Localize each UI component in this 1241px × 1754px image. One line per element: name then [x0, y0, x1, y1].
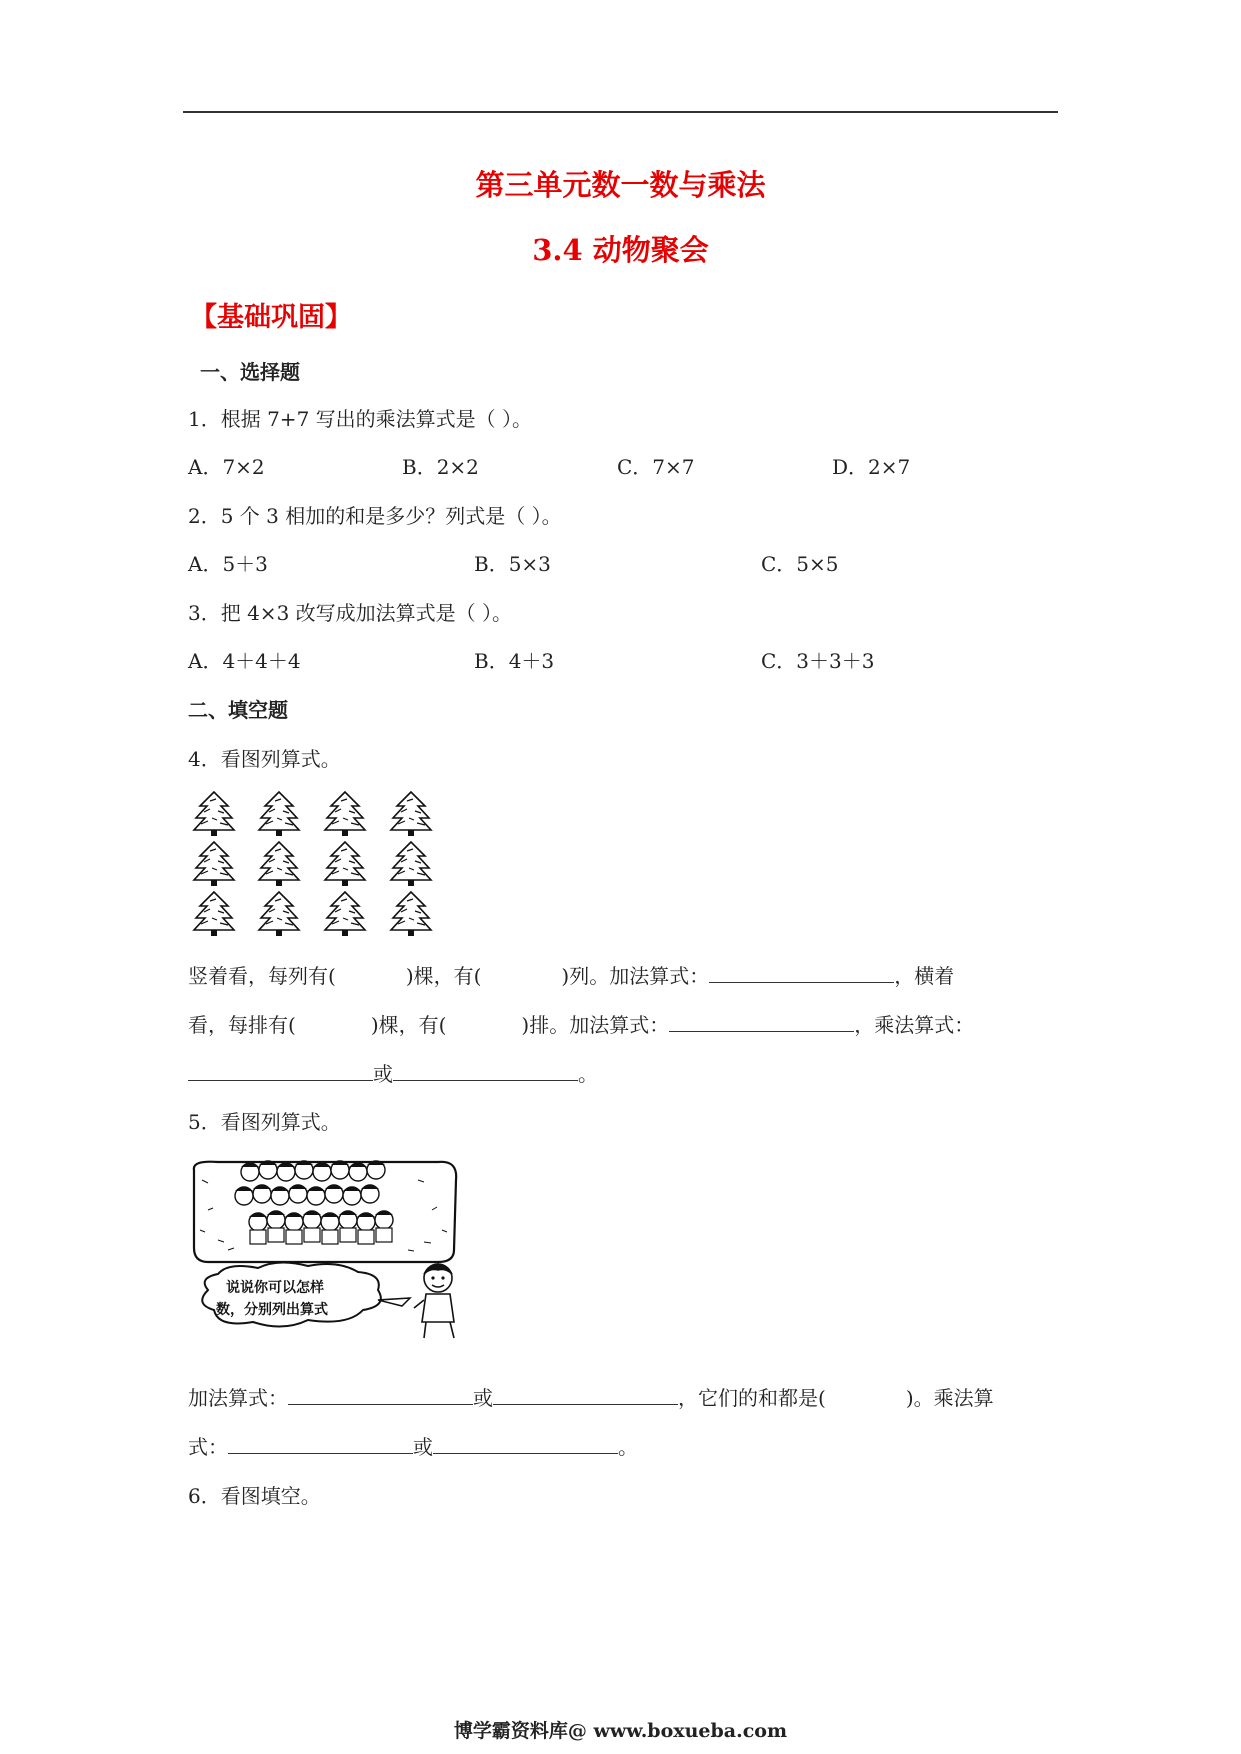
answer-line[interactable]	[393, 1060, 578, 1081]
q4-line-2	[188, 1009, 974, 1038]
q5-text: 加法算式：	[188, 1386, 288, 1410]
tree-icon	[325, 892, 365, 936]
q1-option-c: C．7×7	[617, 455, 695, 479]
bubble-line-2: 数，分别列出算式	[216, 1302, 328, 1318]
tree-icon	[194, 792, 234, 836]
q1-option-a: A．7×2	[188, 455, 265, 479]
answer-line[interactable]	[228, 1433, 413, 1454]
tree-icon	[259, 892, 299, 936]
page-subtitle: 3.4 动物聚会	[532, 233, 709, 267]
bubble-line-1: 说说你可以怎样	[226, 1280, 324, 1296]
answer-line[interactable]	[669, 1011, 854, 1032]
q4-text: )棵，有(	[405, 964, 482, 988]
trees-illustration	[190, 790, 440, 940]
answer-line[interactable]	[709, 962, 894, 983]
q1-option-b: B．2×2	[402, 455, 479, 479]
q5-line-2	[188, 1431, 638, 1460]
part2-heading: 二、填空题	[188, 698, 288, 722]
q5-line-1	[188, 1382, 994, 1411]
q4-line-1	[188, 960, 954, 989]
answer-line[interactable]	[493, 1384, 678, 1405]
tree-icon	[391, 792, 431, 836]
q4-text: )列。加法算式：	[561, 964, 710, 988]
question-4: 4．看图列算式。	[188, 747, 341, 771]
question-3: 3．把 4×3 改写成加法算式是（ ）。	[188, 601, 513, 625]
q3-option-a: A．4＋4＋4	[188, 649, 301, 673]
q1-option-d: D．2×7	[832, 455, 911, 479]
q5-text: 或	[413, 1435, 433, 1459]
q2-option-b: B．5×3	[474, 552, 551, 576]
tree-icon	[391, 842, 431, 886]
top-rule	[183, 111, 1058, 113]
q2-option-a: A．5＋3	[188, 552, 268, 576]
q5-text: ，它们的和都是(	[678, 1386, 826, 1410]
q5-text: 或	[473, 1386, 493, 1410]
q4-text: )棵，有(	[370, 1013, 447, 1037]
q5-text: )。乘法算	[905, 1386, 994, 1410]
part1-heading: 一、选择题	[200, 360, 300, 384]
question-5: 5．看图列算式。	[188, 1110, 341, 1134]
question-2: 2．5 个 3 相加的和是多少？列式是（ ）。	[188, 504, 562, 528]
section-heading: 【基础巩固】	[190, 302, 352, 333]
q3-option-b: B．4＋3	[474, 649, 555, 673]
q4-text: )排。加法算式：	[521, 1013, 670, 1037]
tree-icon	[391, 892, 431, 936]
tree-icon	[259, 842, 299, 886]
tree-icon	[259, 792, 299, 836]
q5-text: 式：	[188, 1435, 228, 1459]
page-title: 第三单元数一数与乘法	[475, 168, 766, 202]
tree-icon	[194, 892, 234, 936]
q4-text: ，横着	[894, 964, 955, 988]
q4-text: 或	[373, 1062, 393, 1086]
q4-line-3	[188, 1058, 598, 1087]
q4-text: 看，每排有(	[188, 1013, 296, 1037]
footer: 博学霸资料库@ www.boxueba.com	[453, 1720, 788, 1742]
q2-option-c: C．5×5	[761, 552, 839, 576]
answer-line[interactable]	[433, 1433, 618, 1454]
q5-text: 。	[618, 1435, 638, 1459]
tree-icon	[325, 842, 365, 886]
q4-text: 。	[578, 1062, 598, 1086]
answer-line[interactable]	[188, 1060, 373, 1081]
question-6: 6．看图填空。	[188, 1484, 321, 1508]
q4-text: ，乘法算式：	[854, 1013, 975, 1037]
children-illustration	[188, 1150, 478, 1340]
tree-icon	[325, 792, 365, 836]
answer-line[interactable]	[288, 1384, 473, 1405]
tree-icon	[194, 842, 234, 886]
q4-text: 竖着看，每列有(	[188, 964, 336, 988]
q3-option-c: C．3＋3＋3	[761, 649, 875, 673]
question-1: 1．根据 7+7 写出的乘法算式是（ ）。	[188, 407, 533, 431]
